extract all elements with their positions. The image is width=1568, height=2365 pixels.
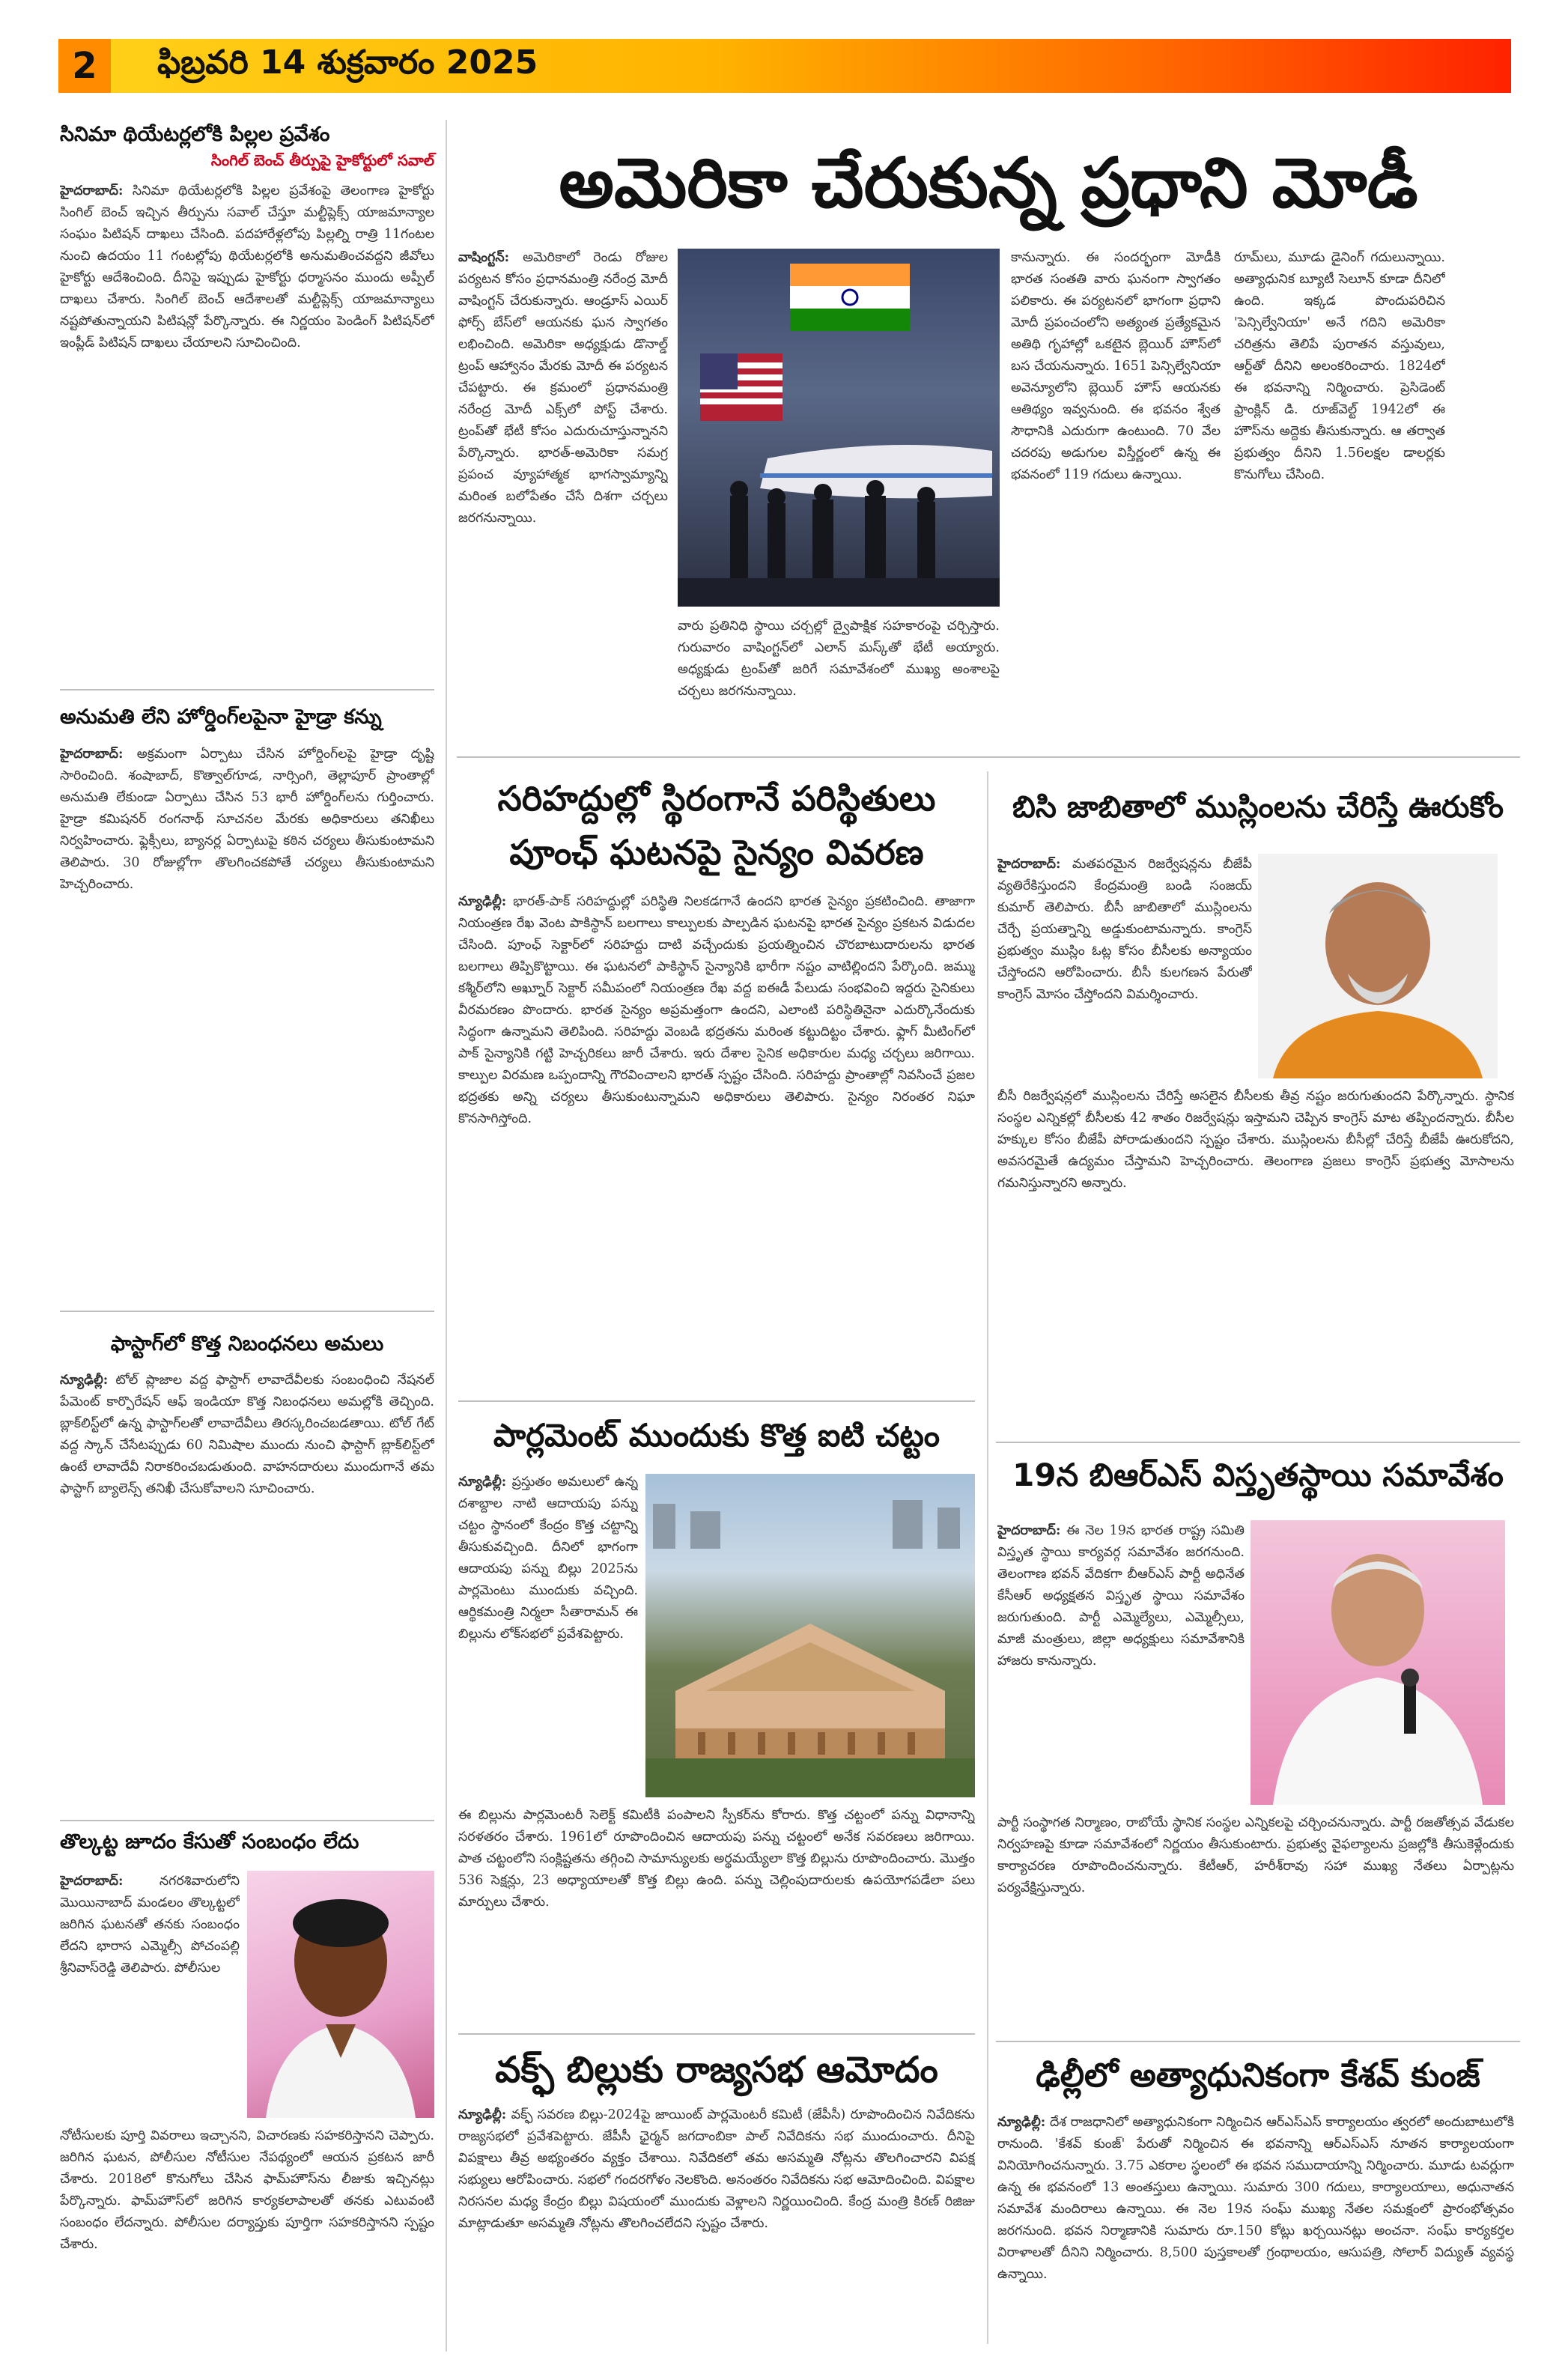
divider (60, 689, 434, 690)
story-text: ప్రస్తుతం అమలులో ఉన్న దశాబ్దాల నాటి ఆదాయపు పన్ను చట్టం స్థానంలో కేంద్రం కొత్త చట్టాన్ని తీసుకువచ్చింది. దీనిలో భాగంగా ఆదాయపు పన్ను బిల్లు 2025ను పార్లమెంటు ముందుకు వచ్చింది. ఆర్థికమంత్రి నిర్మలా సీతారామన్ ఈ బిల్లును లోక్‌సభలో ప్రవేశపెట్టారు. (458, 1475, 638, 1642)
modi-col-4 (1234, 247, 1445, 622)
story-fastag (60, 1329, 434, 1819)
modi-col-3 (1011, 247, 1221, 741)
bc-body (997, 1086, 1514, 1430)
story-text: టోల్ ప్లాజాల వద్ద ఫాస్టాగ్ లావాదేవీలకు సంబంధించి నేషనల్ పేమెంట్ కార్పొరేషన్ ఆఫ్ ఇండియా కొత్త నిబంధనలు అమల్లోకి తెచ్చింది. బ్లాక్‌లిస్ట్‌లో ఉన్న ఫాస్టాగ్‌లతో లావాదేవీలు తిరస్కరించబడతాయి. టోల్ గేట్ వద్ద స్కాన్ చేసేటప్పుడు 60 నిమిషాల ముందు నుంచి ఫాస్టాగ్ బ్లాక్‌లిస్ట్‌లో ఉంటే లావాదేవీ నిరాకరించబడుతుంది. వాహనదారులు ముందుగానే తమ ఫాస్టాగ్ బ్యాలెన్స్ తనిఖీ చేసుకోవాలని సూచించారు. (60, 1373, 434, 1496)
parliament-building-icon (645, 1474, 975, 1797)
brs-headline: 19న బిఆర్ఎస్ విస్తృతస్థాయి సమావేశం (1012, 1457, 1504, 1493)
story-lead: హైదరాబాద్: (60, 183, 124, 198)
bandi-sanjay-photo (1258, 854, 1498, 1078)
story-hydra (60, 700, 434, 1230)
story-lead: హైదరాబాద్: (997, 857, 1061, 872)
story-body (60, 744, 434, 1230)
it-body (458, 1805, 975, 2022)
story-title: తొల్కట్ట జూదం కేసుతో సంబంధం లేదు (60, 1830, 359, 1854)
keshav-body (997, 2112, 1514, 2344)
main-headline: అమెరికా చేరుకున్న ప్రధాని మోడీ (559, 143, 1418, 223)
story-text: ఈ నెల 19న భారత రాష్ట్ర సమితి విస్తృత స్థాయి కార్యవర్గ సమావేశం జరగనుంది. తెలంగాణ భవన్ వేదికగా బీఆర్ఎస్ పార్టీ అధినేత కేసీఆర్ అధ్యక్షతన విస్తృత స్థాయి సమావేశం జరుగుతుంది. పార్టీ ఎమ్మెల్యేలు, ఎమ్మెల్సీలు, మాజీ మంత్రులు, జిల్లా అధ్యక్షులు సమావేశానికి హాజరు కానున్నారు. (997, 1523, 1245, 1669)
story-tolkatta (60, 1827, 434, 2358)
story-lead: న్యూఢిల్లీ: (458, 2107, 507, 2122)
modi-col-1 (458, 247, 668, 741)
left-column (60, 120, 434, 585)
story-text: సినిమా థియేటర్లలోకి పిల్లల ప్రవేశంపై తెలంగాణ హైకోర్టు సింగిల్ బెంచ్ ఇచ్చిన తీర్పును సవాల్ చేస్తూ మల్టీప్లెక్స్ యాజమాన్యాల సంఘం పిటిషన్ దాఖలు చేసింది. పదహారేళ్లలోపు పిల్లల్ని రాత్రి 11గంటల నుంచి ఉదయం 11 గంటల్లోపు థియేటర్లలోకి అనుమతించవద్దని జీవోలు హైకోర్టు ఆదేశించింది. దీనిపై ఇప్పుడు హైకోర్టు ధర్మాసనం ముందు అప్పీల్ దాఖలు చేశారు. సింగిల్ బెంచ్ ఆదేశాలతో మల్టీప్లెక్స్ యాజమాన్యాలు నష్టపోతున్నాయని పిటిషన్లో పేర్కొన్నారు. ఈ నిర్ణయం పెండింగ్ పిటిషన్‌లో ఇంప్లీడ్ పిటిషన్ దాఖలు చేయాలని సూచించింది. (60, 183, 434, 350)
story-lead: న్యూఢిల్లీ: (997, 2115, 1046, 2130)
bc-body-left (997, 854, 1252, 1071)
border-body (458, 891, 975, 1385)
column-rule (987, 771, 988, 2344)
brs-body (997, 1812, 1514, 2029)
airplane-flag-icon (678, 249, 1000, 607)
divider (457, 756, 1520, 758)
story-title: అనుమతి లేని హోర్డింగ్‌లపైనా హైడ్రా కన్ను (60, 705, 382, 729)
story-text: నోటీసులకు పూర్తి వివరాలు ఇచ్చానని, విచారణకు సహకరిస్తానని చెప్పారు. జరిగిన ఘటన, పోలీసుల నోటీసుల నేపథ్యంలో ఆయన ప్రకటన జారీ చేశారు. 2018లో కొనుగోలు చేసిన ఫామ్‌హౌస్‌ను లీజుకు ఇచ్చినట్లు పేర్కొన్నారు. ఫామ్‌హౌస్‌లో జరిగిన కార్యకలాపాలతో తనకు ఎటువంటి సంబంధం లేదన్నారు. పోలీసుల దర్యాప్తుకు పూర్తిగా సహకరిస్తానని స్పష్టం చేశారు. (60, 2128, 434, 2252)
kcr-photo (1251, 1520, 1505, 1805)
story-text: వారు ప్రతినిధి స్థాయి చర్చల్లో ద్వైపాక్షిక సహకారంపై చర్చిస్తారు. గురువారం వాషింగ్టన్‌లో ఎలాన్ మస్క్‌తో భేటీ అయ్యారు. అధ్యక్షుడు ట్రంప్‌తో జరిగే సమావేశంలో ముఖ్య అంశాలపై చర్చలు జరగనున్నాయి. (678, 619, 1000, 699)
keshav-headline: ఢిల్లీలో అత్యాధునికంగా కేశవ్ కుంజ్ (1036, 2056, 1480, 2095)
divider (60, 1820, 434, 1821)
parliament-photo (645, 1474, 975, 1797)
story-body (60, 1370, 434, 1819)
story-lead: హైదరాబాద్: (997, 1523, 1061, 1538)
story-cinema (60, 120, 434, 585)
waqf-headline: వక్ఫ్ బిల్లుకు రాజ్యసభ ఆమోదం (495, 2049, 938, 2091)
story-lead: వాషింగ్టన్: (458, 250, 510, 265)
story-body (60, 2125, 434, 2358)
story-text: ఈ బిల్లును పార్లమెంటరీ సెలెక్ట్ కమిటీకి పంపాలని స్పీకర్‌ను కోరారు. కొత్త చట్టంలో పన్ను విధానాన్ని సరళతరం చేశారు. 1961లో రూపొందించిన ఆదాయపు పన్ను చట్టంలో అనేక సవరణలు జరిగాయి. పాత చట్టంలోని సంక్లిష్టతను తగ్గించి సామాన్యులకు అర్థమయ్యేలా కొత్త బిల్లును రూపొందించారు. మొత్తం 536 సెక్షన్లు, 23 అధ్యాయాలతో కొత్త బిల్లు ఉంది. పన్ను చెల్లింపుదారులకు ఉపయోగపడేలా పలు మార్పులు చేశారు. (458, 1808, 975, 1910)
divider (458, 1400, 975, 1402)
story-subtitle: సింగిల్ బెంచ్ తీర్పుపై హైకోర్టులో సవాల్ (210, 151, 434, 169)
it-headline: పార్లమెంట్ ముందుకు కొత్త ఐటి చట్టం (493, 1417, 941, 1454)
divider (60, 1311, 434, 1312)
story-text: నగరశివారులోని మొయినాబాద్ మండలం తొల్కట్టలో జరిగిన ఘటనతో తనకు సంబంధం లేదని భారాస ఎమ్మెల్సీ పోచంపల్లి శ్రీనివాస్‌రెడ్డి తెలిపారు. పోలీసుల (60, 1874, 240, 1976)
border-headline: సరిహద్దుల్లో స్థిరంగానే పరిస్థితులు పూంఛ్ ఘటనపై సైన్యం వివరణ (497, 778, 936, 872)
divider (996, 1442, 1520, 1443)
story-text: మతపరమైన రిజర్వేషన్లను బీజేపీ వ్యతిరేకిస్తుందని కేంద్రమంత్రి బండి సంజయ్ కుమార్ తెలిపారు. బీసీ జాబితాలో ముస్లింలను చేర్చే ప్రయత్నాన్ని అడ్డుకుంటామన్నారు. కాంగ్రెస్ ప్రభుత్వం ముస్లిం ఓట్ల కోసం బీసీలకు అన్యాయం చేస్తోందని ఆరోపించారు. బీసీ కులగణన పేరుతో కాంగ్రెస్ మోసం చేస్తోందని విమర్శించారు. (997, 857, 1252, 1002)
srinivas-reddy-photo (247, 1871, 434, 2118)
story-text: కానున్నారు. ఈ సందర్భంగా మోడీకి భారత సంతతి వారు ఘనంగా స్వాగతం పలికారు. ఈ పర్యటనలో భాగంగా ప్రధాని మోదీ ప్రపంచంలోని అత్యంత ప్రత్యేకమైన అతిథి గృహాల్లో ఒకటైన బ్లెయిర్ హౌస్‌లో బస చేయనున్నారు. 1651 పెన్సిల్వేనియా అవెన్యూలోని బ్లెయిర్ హౌస్ ఆయనకు ఆతిథ్యం ఇవ్వనుంది. ఈ భవనం శ్వేత సౌధానికి ఎదురుగా ఉంటుంది. 70 వేల చదరపు అడుగుల విస్తీర్ణంలో ఉన్న ఈ భవనంలో 119 గదులు ఉన్నాయి. (1011, 250, 1221, 482)
story-text: వక్ఫ్ సవరణ బిల్లు-2024పై జాయింట్ పార్లమెంటరీ కమిటీ (జేపీసీ) రూపొందించిన నివేదికను రాజ్యసభలో ప్రవేశపెట్టారు. జేపీసీ ఛైర్మన్ జగదాంబికా పాల్ నివేదికను సభ ముందుంచారు. దీనిపై విపక్షాలు తీవ్ర అభ్యంతరం వ్యక్తం చేశాయి. నివేదికలో తమ అసమ్మతి నోట్లను తొలగించారని విపక్ష సభ్యులు ఆరోపించారు. సభలో గందరగోళం నెలకొంది. అనంతరం నివేదికను సభ ఆమోదించింది. విపక్షాల నిరసనల మధ్య కేంద్రం బిల్లు విషయంలో ముందుకు వెళ్లాలని నిర్ణయించింది. కేంద్ర మంత్రి కిరణ్ రిజిజు మాట్లాడుతూ అసమ్మతి నోట్లను తొలగించలేదని స్పష్టం చేశారు. (458, 2107, 975, 2231)
person-silhouette-icon (247, 1871, 434, 2118)
dateline: ఫిబ్రవరి 14 శుక్రవారం 2025 (157, 43, 538, 82)
story-text: దేశ రాజధానిలో అత్యాధునికంగా నిర్మించిన ఆర్ఎస్ఎస్ కార్యాలయం త్వరలో అందుబాటులోకి రానుంది. 'కేశవ్ కుంజ్' పేరుతో నిర్మించిన ఈ భవనాన్ని ఆర్ఎస్ఎస్ నూతన కార్యాలయంగా వినియోగించనున్నారు. 3.75 ఎకరాల స్థలంలో ఈ భవన సముదాయాన్ని నిర్మించారు. మూడు టవర్లుగా ఉన్న ఈ భవనంలో 13 అంతస్తులు ఉన్నాయి. సుమారు 300 గదులు, కార్యాలయాలు, అధునాతన సమావేశ మందిరాలు ఉన్నాయి. ఈ నెల 19న సంఘ్ ముఖ్య నేతల సమక్షంలో ప్రారంభోత్సవం జరగనుంది. భవన నిర్మాణానికి సుమారు రూ.150 కోట్లు ఖర్చయినట్లు అంచనా. సంఘ్ కార్యకర్తల విరాళాలతో దీనిని నిర్మించారు. 8,500 పుస్తకాలతో గ్రంథాలయం, ఆసుపత్రి, సోలార్ విద్యుత్ వ్యవస్థ ఉన్నాయి. (997, 2115, 1514, 2282)
column-rule (446, 120, 447, 2352)
story-lead: న్యూఢిల్లీ: (458, 894, 507, 909)
story-lead: న్యూఢిల్లీ: (60, 1373, 109, 1388)
person-silhouette-icon (1258, 854, 1498, 1078)
story-text: భారత్-పాక్ సరిహద్దుల్లో పరిస్థితి నిలకడగానే ఉందని భారత సైన్యం ప్రకటించింది. తాజాగా నియంత్రణ రేఖ వెంట పాకిస్థాన్ బలగాలు కాల్పులకు పాల్పడిన ఘటనపై భారత సైన్యం ప్రకటన విడుదల చేసింది. పూంఛ్ సెక్టార్‌లో సరిహద్దు దాటి వచ్చేందుకు ప్రయత్నించిన చొరబాటుదారులను భారత బలగాలు తిప్పికొట్టాయి. ఈ ఘటనలో పాకిస్థాన్ సైన్యానికి భారీగా నష్టం వాటిల్లిందని పేర్కొంది. జమ్ము కశ్మీర్‌లోని అఖ్నూర్ సెక్టార్ సమీపంలో నియంత్రణ రేఖ వద్ద ఐఈడీ పేలుడు సంభవించి ఇద్దరు సైనికులు వీరమరణం పొందారు. భారత సైన్యం అప్రమత్తంగా ఉందని, ఎలాంటి పరిస్థితినైనా ఎదుర్కొనేందుకు సిద్ధంగా ఉన్నామని తెలిపింది. సరిహద్దు వెంబడి భద్రతను మరింత కట్టుదిట్టం చేశారు. ఫ్లాగ్ మీటింగ్‌లో పాక్ సైన్యానికి గట్టి హెచ్చరికలు జారీ చేశారు. ఇరు దేశాల సైనిక అధికారుల మధ్య చర్చలు జరిగాయి. కాల్పుల విరమణ ఒప్పందాన్ని గౌరవించాలని భారత్ స్పష్టం చేసింది. సరిహద్దు ప్రాంతాల్లో నివసించే ప్రజల భద్రతకు అన్ని చర్యలు తీసుకుంటున్నామని అధికారులు తెలిపారు. సైన్యం నిరంతర నిఘా కొనసాగిస్తోంది. (458, 894, 975, 1126)
it-body-left (458, 1472, 638, 1801)
story-text: అక్రమంగా ఏర్పాటు చేసిన హోర్డింగ్‌లపై హైడ్రా దృష్టి సారించింది. శంషాబాద్, కొత్వాల్‌గూడ, నార్సింగి, తెల్లాపూర్ ప్రాంతాల్లో అనుమతి లేకుండా ఏర్పాటు చేసిన 53 భారీ హోర్డింగ్‌లను గుర్తించారు. హైడ్రా కమిషనర్ రంగనాథ్ సూచనల మేరకు అధికారులు తనిఖీలు నిర్వహించారు. ఫ్లెక్సీలు, బ్యానర్ల ఏర్పాటుపై కఠిన చర్యలు తీసుకుంటామని తెలిపారు. 30 రోజుల్లోగా తొలగించకపోతే చర్యలు తీసుకుంటామని హెచ్చరించారు. (60, 747, 434, 892)
story-body (60, 180, 434, 585)
story-body-narrow (60, 1871, 240, 2125)
story-lead: న్యూఢిల్లీ: (458, 1475, 507, 1490)
modi-arrival-photo (678, 249, 1000, 607)
bc-headline: బిసి జాబితాలో ముస్లింలను చేరిస్తే ఊరుకోం (1012, 790, 1504, 825)
story-lead: హైదరాబాద్: (60, 747, 124, 762)
story-title: సినిమా థియేటర్లలోకి పిల్లల ప్రవేశం (60, 123, 330, 146)
story-text: పార్టీ సంస్థాగత నిర్మాణం, రాబోయే స్థానిక సంస్థల ఎన్నికలపై చర్చించనున్నారు. పార్టీ రజతోత్సవ వేడుకల నిర్వహణపై కూడా సమావేశంలో నిర్ణయం తీసుకుంటారు. ప్రభుత్వ వైఫల్యాలను ప్రజల్లోకి తీసుకెళ్లేందుకు కార్యాచరణ రూపొందించనున్నారు. కేటీఆర్, హరీశ్‌రావు సహా ముఖ్య నేతలు ఏర్పాట్లను పర్యవేక్షిస్తున్నారు. (997, 1815, 1514, 1895)
modi-col-2 (678, 616, 1000, 743)
story-lead: హైదరాబాద్: (60, 1874, 124, 1889)
story-text: అమెరికాలో రెండు రోజుల పర్యటన కోసం ప్రధానమంత్రి నరేంద్ర మోదీ వాషింగ్టన్ చేరుకున్నారు. ఆండ్రూస్ ఎయిర్ ఫోర్స్ బేస్‌లో ఆయనకు ఘన స్వాగతం లభించింది. అమెరికా అధ్యక్షుడు డొనాల్డ్ ట్రంప్ ఆహ్వానం మేరకు మోదీ ఈ పర్యటన చేపట్టారు. ఈ క్రమంలో ప్రధానమంత్రి నరేంద్ర మోదీ ఎక్స్‌లో పోస్ట్ చేశారు. ట్రంప్‌తో భేటీ కోసం ఎదురుచూస్తున్నానని పేర్కొన్నారు. భారత్-అమెరికా సమగ్ర ప్రపంచ వ్యూహాత్మక భాగస్వామ్యాన్ని మరింత బలోపేతం చేసే దిశగా చర్చలు జరగనున్నాయి. (458, 250, 668, 526)
story-text: బీసీ రిజర్వేషన్లలో ముస్లింలను చేరిస్తే అసలైన బీసీలకు తీవ్ర నష్టం జరుగుతుందని పేర్కొన్నారు. స్థానిక సంస్థల ఎన్నికల్లో బీసీలకు 42 శాతం రిజర్వేషన్లు ఇస్తామని చెప్పిన కాంగ్రెస్ మాట తప్పిందన్నారు. బీసీల హక్కుల కోసం బీజేపీ పోరాడుతుందని స్పష్టం చేశారు. ముస్లింలను బీసీల్లో చేరిస్తే బీజేపీ ఊరుకోదని, అవసరమైతే ఉద్యమం చేస్తామని హెచ్చరించారు. తెలంగాణ ప్రజలు కాంగ్రెస్ ప్రభుత్వ మోసాలను గమనిస్తున్నారని అన్నారు. (997, 1089, 1514, 1191)
divider (996, 2041, 1520, 2042)
story-title: ఫాస్టాగ్‌లో కొత్త నిబంధనలు అమలు (110, 1332, 384, 1355)
person-silhouette-icon (1251, 1520, 1505, 1805)
brs-body-left (997, 1520, 1245, 1805)
waqf-body (458, 2104, 975, 2344)
story-text: రూమ్‌లు, మూడు డైనింగ్ గదులున్నాయి. అత్యాధునిక బ్యూటీ సెలూన్ కూడా దీనిలో ఉంది. ఇక్కడ పొందుపరిచిన 'పెన్సిల్వేనియా' అనే గదిని అమెరికా చరిత్రను తెలిపే పురాతన వస్తువులు, ఆర్ట్‌తో దీనిని అలంకరించారు. 1824లో ఈ భవనాన్ని నిర్మించారు. ప్రెసిడెంట్ ఫ్రాంక్లిన్ డి. రూజ్‌వెల్ట్ 1942లో ఈ హౌస్‌ను అద్దెకు తీసుకున్నారు. ఆ తర్వాత ప్రభుత్వం దీనిని 1.56లక్షల డాలర్లకు కొనుగోలు చేసింది. (1234, 250, 1445, 482)
divider (458, 2033, 975, 2035)
page-number: 2 (58, 39, 111, 93)
